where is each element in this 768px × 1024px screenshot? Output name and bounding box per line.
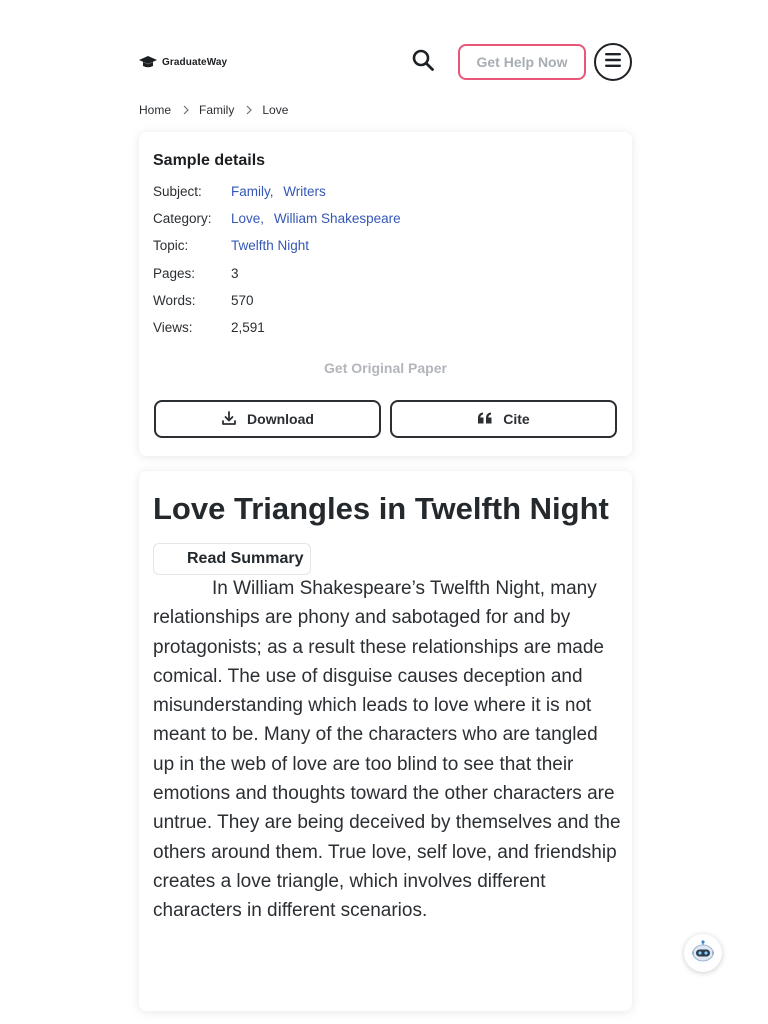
topic-link-twelfth-night[interactable]: Twelfth Night: [231, 237, 310, 253]
chatbot-button[interactable]: [684, 934, 722, 972]
views-label: Views:: [153, 319, 193, 335]
topic-value: [231, 238, 309, 253]
site-header: [138, 42, 632, 82]
get-original-paper-link[interactable]: Get Original Paper: [324, 360, 447, 376]
cite-button[interactable]: [390, 400, 617, 438]
pages-row: [153, 263, 239, 283]
category-label: Category:: [153, 210, 212, 226]
category-link-love[interactable]: Love: [231, 210, 261, 226]
words-value: 570: [231, 292, 254, 308]
essay-card: [139, 471, 632, 1011]
search-icon: [411, 48, 435, 77]
pages-label: Pages:: [153, 265, 196, 281]
breadcrumb-home[interactable]: Home: [139, 103, 172, 117]
category-row: [153, 208, 401, 228]
graduation-cap-icon: [138, 55, 158, 69]
subject-values: Family, Writers: [231, 183, 326, 199]
subject-row: [153, 181, 326, 201]
essay-title: Love Triangles in Twelfth Night: [153, 491, 609, 526]
cite-label: Cite: [503, 411, 530, 427]
category-values: Love, William Shakespeare: [231, 210, 401, 226]
subject-link-writers[interactable]: Writers: [283, 183, 326, 199]
quote-icon: [477, 411, 493, 428]
breadcrumb-family[interactable]: Family: [199, 103, 235, 117]
topic-label: Topic:: [153, 237, 189, 253]
words-row: [153, 290, 254, 310]
sample-details-card: [139, 132, 632, 456]
search-button[interactable]: [410, 49, 436, 75]
views-value: 2,591: [231, 319, 265, 335]
header-actions: [410, 43, 632, 81]
essay-body: In William Shakespeare’s Twelfth Night, many relationships are phony and sabotaged for and by protagonists; as a result these relationships are made comical. The use of disguise causes deception and misunderstanding which leads to love where it is not meant to be. Many of the characters who are tangled up in the web of love are too blind to see that their emotions and thoughts toward the other characters are untrue. They are being deceived by themselves and the others around them. True love, self love, and friendship creates a love triangle, which involves different characters in different scenarios.: [153, 578, 621, 922]
get-help-now-button[interactable]: Get Help Now: [458, 44, 586, 80]
brand-name: GraduateWay: [162, 56, 228, 68]
subject-label: Subject:: [153, 183, 202, 199]
breadcrumb-love: Love: [262, 103, 289, 117]
menu-button[interactable]: [594, 43, 632, 81]
views-row: [153, 317, 265, 337]
chevron-right-icon: [246, 105, 252, 115]
breadcrumb: [139, 101, 288, 119]
download-button[interactable]: [154, 400, 381, 438]
chatbot-icon: [690, 938, 716, 969]
download-icon: [221, 410, 237, 429]
brand-logo[interactable]: [138, 55, 227, 69]
read-summary-button[interactable]: Read Summary: [153, 543, 311, 575]
pages-value: 3: [231, 265, 239, 281]
chevron-right-icon: [183, 105, 189, 115]
download-label: Download: [247, 411, 314, 427]
subject-link-family[interactable]: Family: [231, 183, 270, 199]
words-label: Words:: [153, 292, 196, 308]
category-link-shakespeare[interactable]: William Shakespeare: [273, 210, 401, 226]
sample-details-title: Sample details: [153, 152, 266, 169]
hamburger-menu-icon: [605, 53, 621, 72]
topic-row: [153, 235, 309, 255]
